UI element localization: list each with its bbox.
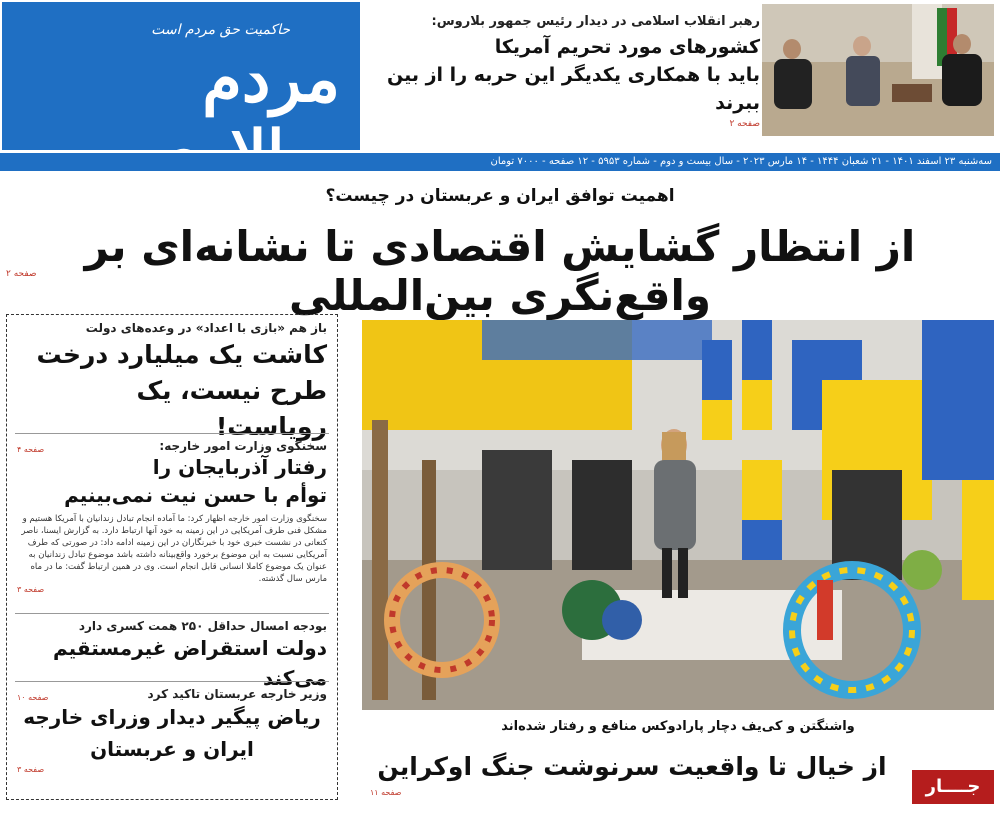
story-budget-page-ref: صفحه ۱۰ (17, 693, 49, 702)
teaser-page-ref: صفحه ۲ (729, 119, 760, 129)
slogan: حاکمیت حق مردم است (151, 22, 290, 38)
story-azerbaijan-headline-1: رفتار آذربایجان را (152, 455, 327, 479)
top-teaser[interactable] (380, 14, 760, 129)
main-kicker: اهمیت توافق ایران و عربستان در چیست؟ (325, 186, 675, 206)
story-azerbaijan-kicker: سخنگوی وزارت امور خارجه: (159, 439, 327, 453)
story-budget-headline: دولت استقراض غیرمستقیم می‌کند (53, 636, 327, 690)
story-azerbaijan-page-ref: صفحه ۳ (17, 585, 45, 594)
teaser-kicker: رهبر انقلاب اسلامی در دیدار رئیس جمهور بلاروس: (431, 14, 760, 29)
divider (15, 613, 329, 614)
main-page-ref: صفحه ۲ (6, 269, 37, 279)
story-azerbaijan[interactable] (17, 439, 327, 594)
story-riyadh[interactable] (17, 687, 327, 774)
story-trees-headline-2: طرح نیست، یک رویاست! (136, 376, 327, 441)
masthead (0, 0, 1000, 167)
story-azerbaijan-headline-2: توأم با حسن نیت نمی‌بینیم (64, 483, 327, 507)
divider (15, 681, 329, 682)
photo-story-headline[interactable]: از خیال تا واقعیت سرنوشت جنگ اوکراین (377, 752, 887, 781)
main-headline[interactable]: از انتظار گشایش اقتصادی تا نشانه‌ای بر واقع‌نگری بین‌المللی (84, 222, 916, 320)
left-column (6, 314, 338, 800)
issue-info-bar: سه‌شنبه ۲۳ اسفند ۱۴۰۱ - ۲۱ شعبان ۱۴۴۴ - ۱۴ مارس ۲۰۲۳ - سال بیست و دوم - شماره ۵۹۵۳ - ۱۲ صفحه - ۷۰۰۰ تومان (0, 153, 1000, 171)
photo-story-kicker: واشنگتن و کی‌یف دچار پارادوکس منافع و رفتار شده‌اند (501, 719, 855, 734)
site-watermark-logo: جــــار (912, 770, 994, 804)
meeting-photo (762, 4, 994, 136)
story-riyadh-kicker: وزیر خارجه عربستان تاکید کرد (147, 687, 327, 701)
newspaper-logo-box (2, 2, 360, 150)
story-riyadh-headline-2: ایران و عربستان (90, 737, 254, 761)
newspaper-logo: مردم (202, 42, 340, 117)
story-riyadh-headline-1: ریاض پیگیر دیدار وزرای خارجه (23, 705, 321, 729)
story-riyadh-page-ref: صفحه ۳ (17, 765, 45, 774)
story-trees-kicker: باز هم «بازی با اعداد» در وعده‌های دولت (85, 321, 327, 335)
ukraine-cemetery-photo (362, 320, 994, 710)
divider (15, 433, 329, 434)
teaser-headline-2: باید با همکاری یکدیگر این حربه را از بین ببرند (387, 64, 760, 114)
story-trees-page-ref: صفحه ۴ (17, 445, 45, 454)
story-trees-headline-1: کاشت یک میلیارد درخت (36, 340, 327, 369)
teaser-headline-1: کشورهای مورد تحریم آمریکا (494, 36, 760, 58)
story-budget-kicker: بودجه امسال حداقل ۲۵۰ همت کسری دارد (78, 619, 327, 633)
story-trees[interactable] (17, 321, 327, 454)
story-azerbaijan-body: سخنگوی وزارت امور خارجه اظهار کرد: ما آماده انجام تبادل زندانیان با آمریکا هستیم و مشکل فنی طرف آمریکایی در این زمینه به خود آنها ارتباط دارد. به گزارش ایسنا، ناصر کنعانی در نشست خبری خود با خبرنگاران در این زمینه ادامه داد: در صورتی که طرف آمریکایی نسبت به این موضوع برخورد واقع‌بینانه داشته باشد موضوع تبادل زندانیان به عنوان یک موضوع کاملا انسانی قابل انجام است. وی در همین ارتباط گفت: ما در ماه مارس سال گذشته. (21, 514, 327, 584)
photo-story-page-ref: صفحه ۱۱ (370, 788, 402, 797)
